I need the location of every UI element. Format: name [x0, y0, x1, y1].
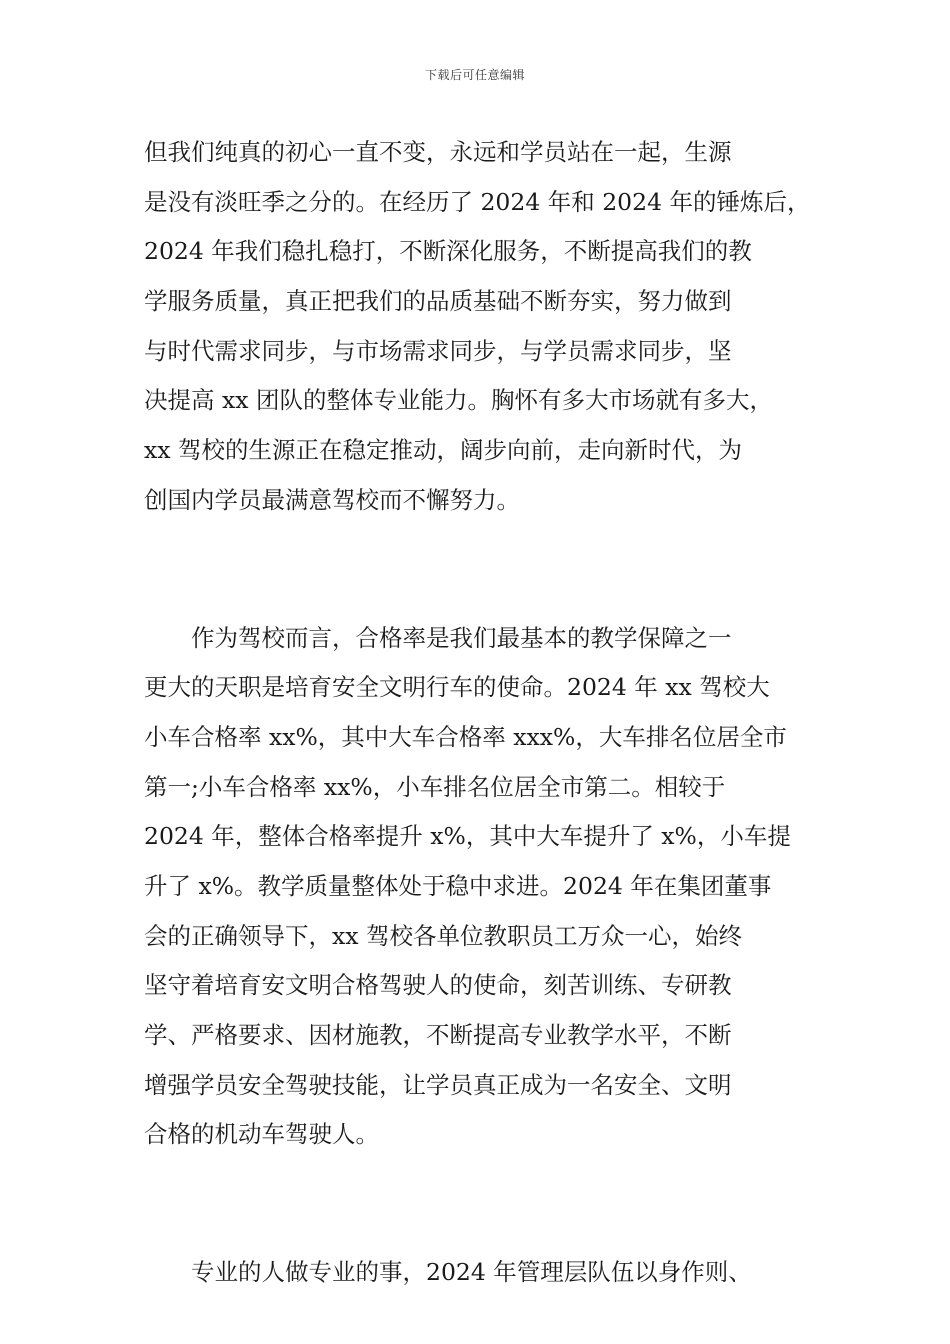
- text-line: 但我们纯真的初心一直不变，永远和学员站在一起，生源: [144, 138, 732, 166]
- text-line: 专业的人做专业的事，2024 年管理层队伍以身作则、: [144, 1258, 752, 1287]
- text-line: 合格的机动车驾驶人。: [144, 1120, 379, 1149]
- text-line: 学、严格要求、因材施教，不断提高专业教学水平，不断: [144, 1021, 732, 1049]
- text-line: 2024 年，整体合格率提升 x%，其中大车提升了 x%，小车提: [144, 822, 791, 851]
- text-line: 与时代需求同步，与市场需求同步，与学员需求同步，坚: [144, 336, 732, 365]
- document-body: [144, 128, 814, 1298]
- text-line: 是没有淡旺季之分的。在经历了 2024 年和 2024 年的锤炼后，: [144, 187, 811, 216]
- text-line: 创国内学员最满意驾校而不懈努力。: [144, 485, 520, 514]
- paragraph-2: [144, 614, 814, 1161]
- text-line: 2024 年我们稳扎稳打，不断深化服务，不断提高我们的教: [144, 237, 752, 266]
- text-line: 学服务质量，真正把我们的品质基础不断夯实，努力做到: [144, 287, 732, 316]
- page-header: 下载后可任意编辑: [424, 68, 525, 82]
- text-line: 第一;小车合格率 xx%，小车排名位居全市第二。相较于: [144, 772, 726, 801]
- text-line: 作为驾校而言，合格率是我们最基本的教学保障之一: [144, 623, 732, 652]
- text-line: 坚守着培育安文明合格驾驶人的使命，刻苦训练、专研教: [144, 971, 732, 1000]
- text-line: 会的正确领导下，xx 驾校各单位教职员工万众一心，始终: [144, 921, 742, 950]
- paragraph-1: [144, 128, 814, 526]
- text-line: 增强学员安全驾驶技能，让学员真正成为一名安全、文明: [144, 1070, 732, 1099]
- text-line: 更大的天职是培育安全文明行车的使命。2024 年 xx 驾校大: [144, 673, 770, 702]
- text-line: 小车合格率 xx%，其中大车合格率 xxx%，大车排名位居全市: [144, 722, 787, 751]
- text-line: xx 驾校的生源正在稳定推动，阔步向前，走向新时代，为: [144, 436, 742, 465]
- paragraph-3: [144, 1248, 814, 1298]
- text-line: 决提高 xx 团队的整体专业能力。胸怀有多大市场就有多大，: [144, 386, 773, 415]
- text-line: 升了 x%。教学质量整体处于稳中求进。2024 年在集团董事: [144, 871, 772, 900]
